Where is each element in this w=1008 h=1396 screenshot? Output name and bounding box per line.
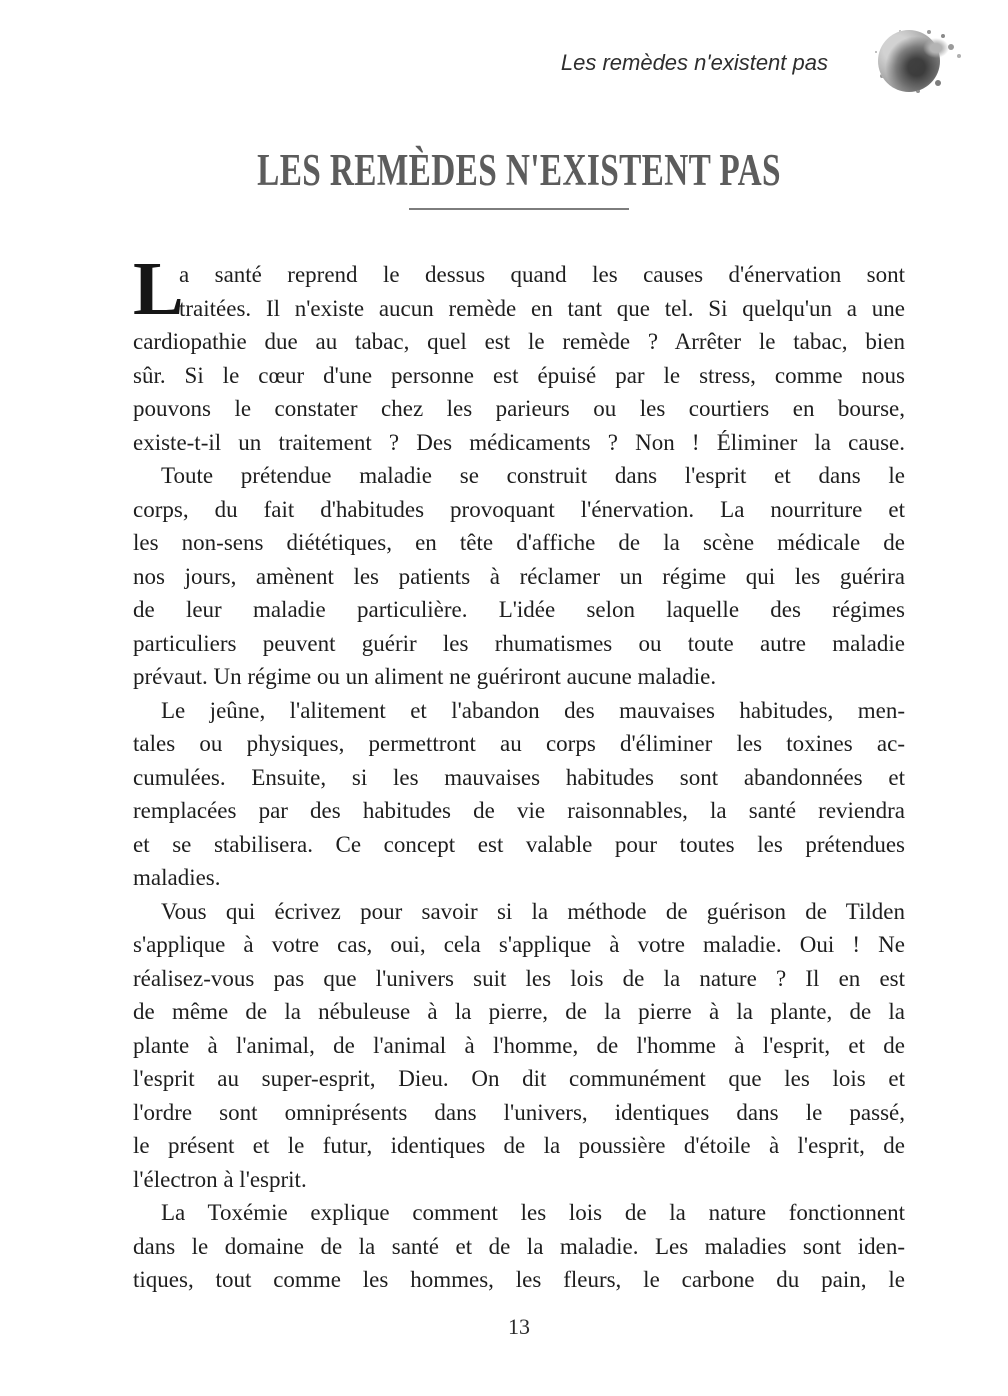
body-line: tiques, tout comme les hommes, les fleurs, le carbone du pain, le xyxy=(133,1267,905,1292)
page-number: 13 xyxy=(508,1314,530,1339)
body-line: réalisez-vous pas que l'univers suit les lois de la nature ? Il en est xyxy=(133,965,905,991)
paragraph xyxy=(133,1196,905,1297)
body-line: Vous qui écrivez pour savoir si la méthode de guérison de Tilden xyxy=(161,898,905,924)
body-line: de leur maladie particulière. L'idée selon laquelle des régimes xyxy=(133,597,905,622)
body-line: tales ou physiques, permettront au corps d'éliminer les toxines ac- xyxy=(133,731,905,756)
chapter-title: LES REMÈDES N'EXISTENT PAS xyxy=(257,145,781,195)
paragraph xyxy=(133,459,905,694)
body-line: prévaut. Un régime ou un aliment ne guériront aucune maladie. xyxy=(133,664,717,689)
body-line: remplacées par des habitudes de vie raisonnables, la santé reviendra xyxy=(133,798,905,823)
body-line: Toute prétendue maladie se construit dans l'esprit et dans le xyxy=(161,463,905,488)
drop-cap: L xyxy=(133,247,184,331)
body-line: cumulées. Ensuite, si les mauvaises habitudes sont abandonnées et xyxy=(133,764,905,790)
chapter-heading xyxy=(133,146,905,210)
body-line: La Toxémie explique comment les lois de la nature fonctionnent xyxy=(161,1200,905,1225)
paragraph xyxy=(133,694,905,895)
body-line: l'ordre sont omniprésents dans l'univers, identiques dans le passé, xyxy=(133,1099,905,1125)
body-line: nos jours, amènent les patients à réclamer un régime qui les guérira xyxy=(133,563,905,589)
body-line: existe-t-il un traitement ? Des médicaments ? Non ! Éliminer la cause. xyxy=(133,429,905,455)
body-line: dans le domaine de la santé et de la maladie. Les maladies sont iden- xyxy=(133,1233,905,1259)
body-line: le présent et le futur, identiques de la poussière d'étoile à l'esprit, de xyxy=(133,1133,905,1158)
body-line: pouvons le constater chez les parieurs ou les courtiers en bourse, xyxy=(133,396,905,421)
watercolor-moon-image xyxy=(878,30,940,92)
paragraph xyxy=(133,247,905,459)
paragraph xyxy=(133,895,905,1197)
body-line: cardiopathie due au tabac, quel est le remède ? Arrêter le tabac, bien xyxy=(133,329,905,354)
body-line: sûr. Si le cœur d'une personne est épuisé par le stress, comme nous xyxy=(133,362,905,388)
body-line: a santé reprend le dessus quand les causes d'énervation sont xyxy=(179,262,905,287)
body-line: s'applique à votre cas, oui, cela s'applique à votre maladie. Oui ! Ne xyxy=(133,932,905,957)
running-title: Les remèdes n'existent pas xyxy=(560,50,828,75)
body-line: de même de la nébuleuse à la pierre, de la pierre à la plante, de la xyxy=(133,999,905,1024)
body-line: et se stabilisera. Ce concept est valable pour toutes les prétendues xyxy=(133,831,905,857)
body-line: l'esprit au super-esprit, Dieu. On dit communément que les lois et xyxy=(133,1066,905,1091)
body-line: les non-sens diététiques, en tête d'affiche de la scène médicale de xyxy=(133,530,905,555)
body-line: Le jeûne, l'alitement et l'abandon des mauvaises habitudes, men- xyxy=(161,697,905,723)
body-line: maladies. xyxy=(133,865,221,890)
body-line: particuliers peuvent guérir les rhumatismes ou toute autre maladie xyxy=(133,630,905,656)
body-line: l'électron à l'esprit. xyxy=(133,1166,307,1192)
body-text xyxy=(133,247,905,1297)
title-rule xyxy=(409,208,629,210)
body-line: plante à l'animal, de l'animal à l'homme, de l'homme à l'esprit, et de xyxy=(133,1032,905,1058)
body-line: traitées. Il n'existe aucun remède en tant que tel. Si quelqu'un a une xyxy=(179,295,905,321)
body-line: corps, du fait d'habitudes provoquant l'énervation. La nourriture et xyxy=(133,496,905,522)
